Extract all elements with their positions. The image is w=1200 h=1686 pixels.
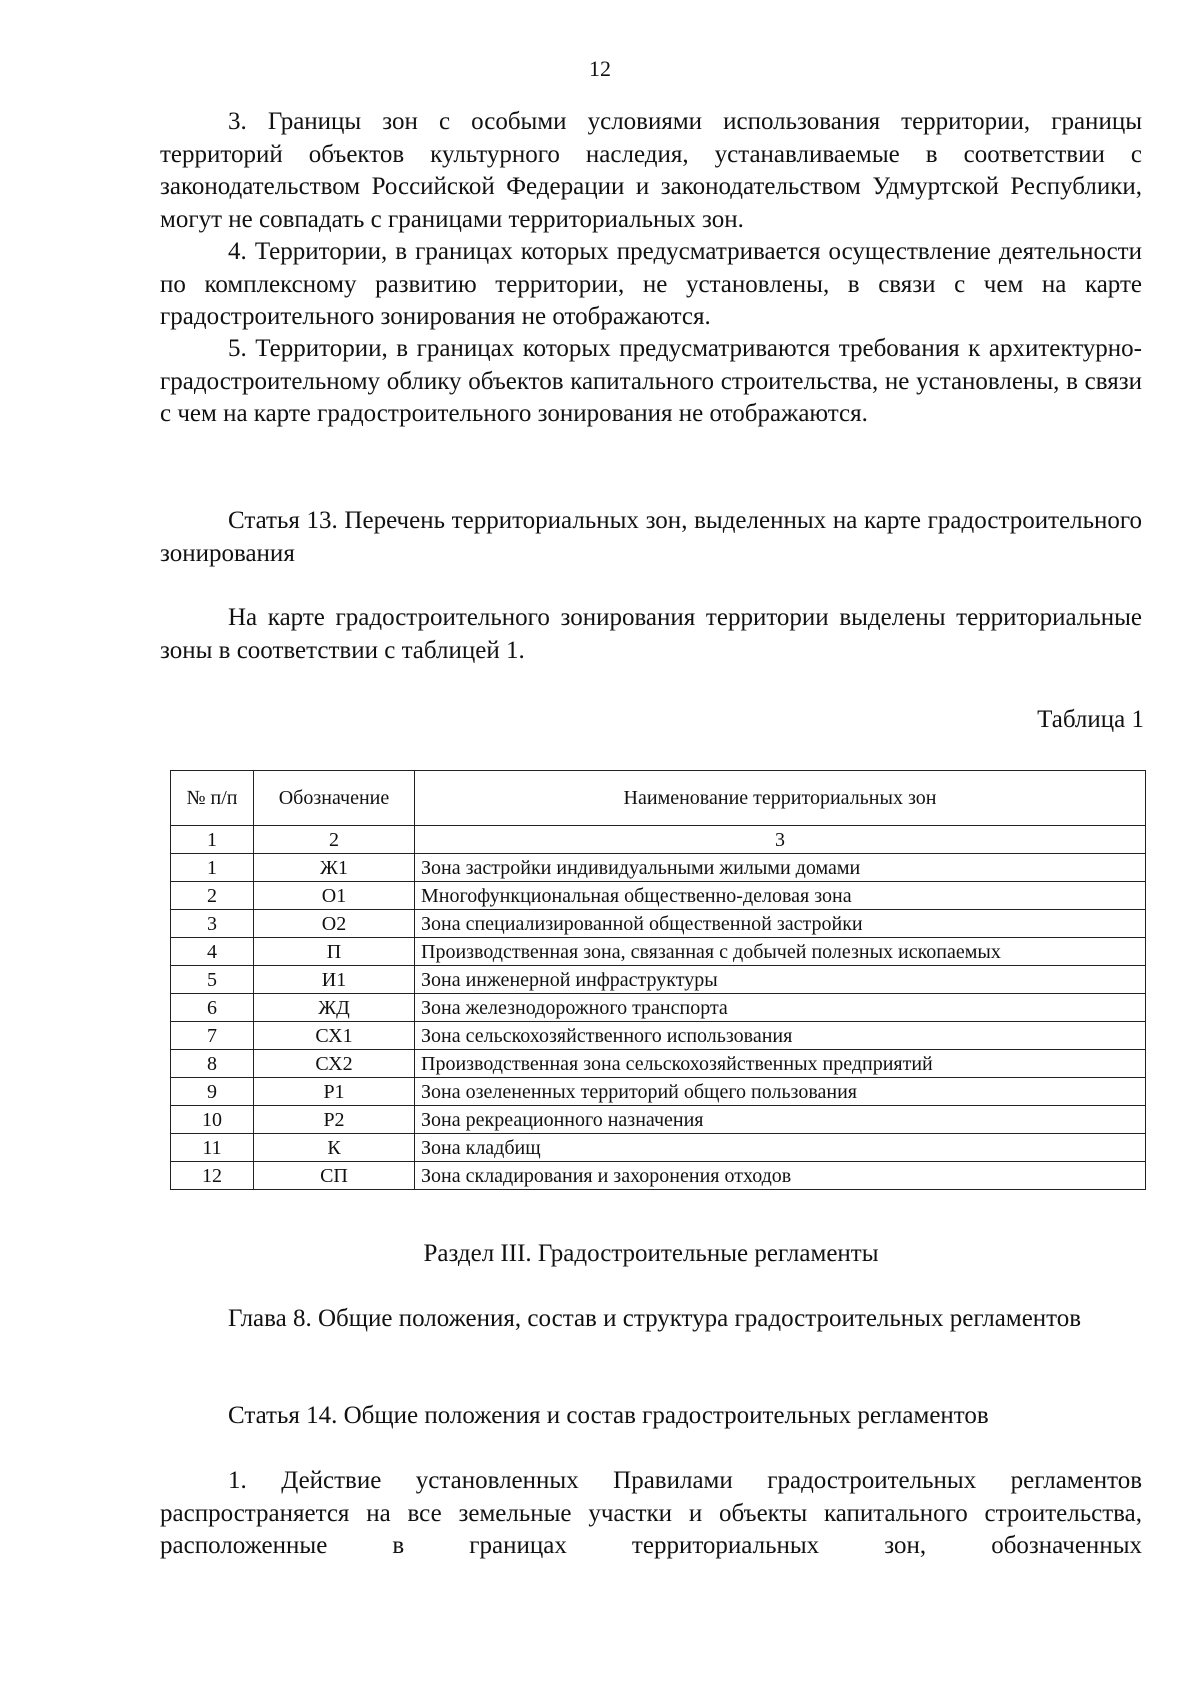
table-row <box>171 1078 1146 1106</box>
row-designation-cell: И1 <box>254 966 415 994</box>
row-zone-name-cell: Зона специализированной общественной застройки <box>415 910 1146 938</box>
article-14-paragraph-1: 1. Действие установленных Правилами градостроительных регламентов распространяется на все земельные участки и объекты капитального строительства, расположенные в границах территориальных зон, обозначенных <box>160 1467 1142 1559</box>
chapter-8-heading: Глава 8. Общие положения, состав и структура градостроительных регламентов <box>228 1305 1082 1332</box>
row-zone-name-cell: Зона озелененных территорий общего пользования <box>415 1078 1146 1106</box>
table-row <box>171 882 1146 910</box>
page-number: 12 <box>589 56 611 81</box>
header-zone-name: Наименование территориальных зон <box>415 771 1146 826</box>
table-row <box>171 1050 1146 1078</box>
index-cell: 3 <box>415 826 1146 854</box>
table-row <box>171 994 1146 1022</box>
header-designation: Обозначение <box>254 771 415 826</box>
row-zone-name-cell: Зона инженерной инфраструктуры <box>415 966 1146 994</box>
paragraph-5: 5. Территории, в границах которых предусматриваются требования к архитектурно-градостроительному облику объектов капитального строительства, не установлены, в связи с чем на карте градостроительного зонирования не отображаются. <box>160 335 1142 427</box>
row-zone-name-cell: Зона кладбищ <box>415 1134 1146 1162</box>
row-designation-cell: О1 <box>254 882 415 910</box>
row-number-cell: 10 <box>171 1106 254 1134</box>
section-3-heading: Раздел III. Градостроительные регламенты <box>423 1240 879 1267</box>
row-designation-cell: Р1 <box>254 1078 415 1106</box>
table-row <box>171 1162 1146 1190</box>
row-zone-name-cell: Зона железнодорожного транспорта <box>415 994 1146 1022</box>
table-row <box>171 938 1146 966</box>
row-designation-cell: СХ1 <box>254 1022 415 1050</box>
zones-table <box>170 770 1146 1190</box>
row-designation-cell: ЖД <box>254 994 415 1022</box>
row-zone-name-cell: Зона складирования и захоронения отходов <box>415 1162 1146 1190</box>
row-zone-name-cell: Производственная зона, связанная с добычей полезных ископаемых <box>415 938 1146 966</box>
article-13-text: На карте градостроительного зонирования территории выделены территориальные зоны в соответствии с таблицей 1. <box>160 604 1142 664</box>
article-13-heading: Статья 13. Перечень территориальных зон, выделенных на карте градостроительного зонирования <box>160 507 1142 567</box>
row-zone-name-cell: Зона застройки индивидуальными жилыми домами <box>415 854 1146 882</box>
table-row <box>171 910 1146 938</box>
index-cell: 2 <box>254 826 415 854</box>
table-row <box>171 966 1146 994</box>
row-number-cell: 6 <box>171 994 254 1022</box>
paragraph-3: 3. Границы зон с особыми условиями использования территории, границы территорий объектов культурного наследия, устанавливаемые в соответствии с законодательством Российской Федерации и законодательством Удмуртской Республики, могут не совпадать с границами территориальных зон. <box>160 108 1142 233</box>
row-designation-cell: СХ2 <box>254 1050 415 1078</box>
row-number-cell: 12 <box>171 1162 254 1190</box>
row-designation-cell: К <box>254 1134 415 1162</box>
table-header-row <box>171 771 1146 826</box>
table-row <box>171 854 1146 882</box>
table-row <box>171 1134 1146 1162</box>
row-zone-name-cell: Многофункциональная общественно-деловая зона <box>415 882 1146 910</box>
table-caption: Таблица 1 <box>1037 706 1144 733</box>
row-number-cell: 3 <box>171 910 254 938</box>
row-number-cell: 8 <box>171 1050 254 1078</box>
paragraph-4: 4. Территории, в границах которых предусматривается осуществление деятельности по комплексному развитию территории, не установлены, в связи с чем на карте градостроительного зонирования не отображаются. <box>160 238 1142 330</box>
table-row <box>171 1022 1146 1050</box>
header-number: № п/п <box>171 771 254 826</box>
row-designation-cell: Ж1 <box>254 854 415 882</box>
row-zone-name-cell: Зона рекреационного назначения <box>415 1106 1146 1134</box>
row-number-cell: 1 <box>171 854 254 882</box>
row-number-cell: 7 <box>171 1022 254 1050</box>
row-zone-name-cell: Зона сельскохозяйственного использования <box>415 1022 1146 1050</box>
row-designation-cell: Р2 <box>254 1106 415 1134</box>
row-number-cell: 4 <box>171 938 254 966</box>
row-number-cell: 5 <box>171 966 254 994</box>
row-number-cell: 11 <box>171 1134 254 1162</box>
row-number-cell: 2 <box>171 882 254 910</box>
article-14-heading: Статья 14. Общие положения и состав градостроительных регламентов <box>228 1402 989 1429</box>
row-number-cell: 9 <box>171 1078 254 1106</box>
row-zone-name-cell: Производственная зона сельскохозяйственных предприятий <box>415 1050 1146 1078</box>
row-designation-cell: О2 <box>254 910 415 938</box>
row-designation-cell: СП <box>254 1162 415 1190</box>
table-index-row <box>171 826 1146 854</box>
row-designation-cell: П <box>254 938 415 966</box>
index-cell: 1 <box>171 826 254 854</box>
table-row <box>171 1106 1146 1134</box>
